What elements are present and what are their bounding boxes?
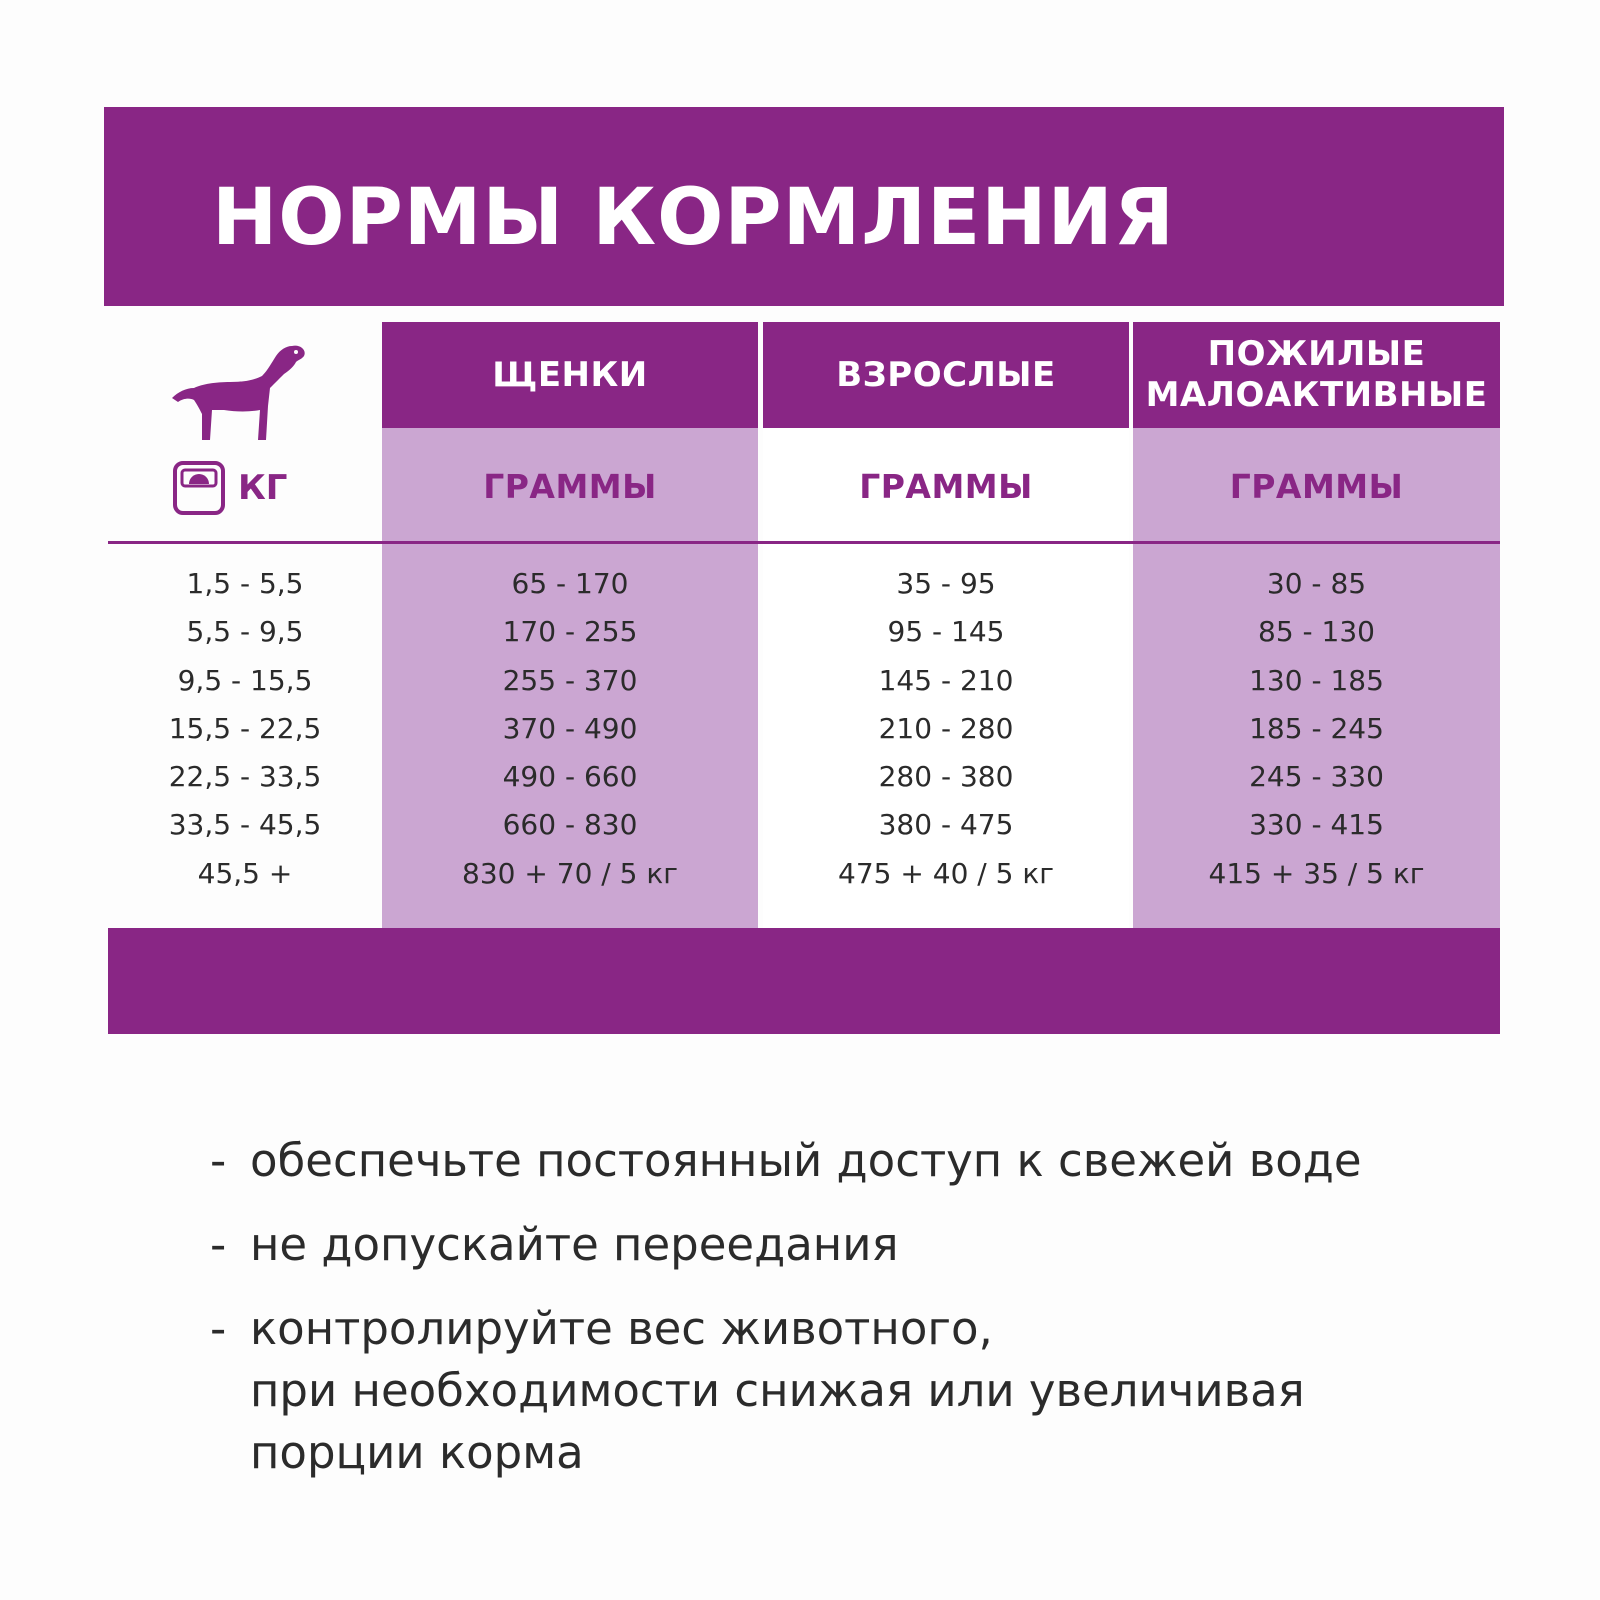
table-cell: 330 - 415 — [1249, 808, 1384, 842]
table-cell: 475 + 40 / 5 кг — [838, 856, 1054, 890]
table-cell: 490 - 660 — [502, 760, 638, 794]
table-cell: 145 - 210 — [878, 663, 1014, 697]
note-text-line1: контролируйте вес животного, — [250, 1302, 993, 1355]
table-cell: 280 - 380 — [878, 760, 1014, 794]
seniors-values — [1133, 560, 1500, 898]
dog-icon — [170, 340, 310, 444]
weight-cell: 5,5 - 9,5 — [186, 615, 304, 649]
seniors-column — [1133, 322, 1500, 928]
adults-column — [763, 322, 1129, 928]
weight-cell: 1,5 - 5,5 — [186, 567, 304, 600]
note-item — [210, 1298, 1510, 1484]
table-cell: 380 - 475 — [878, 808, 1014, 842]
weight-cell: 45,5 + — [197, 856, 293, 890]
puppies-header: ЩЕНКИ — [382, 322, 758, 428]
note-dash: - — [210, 1302, 227, 1355]
table-cell: 30 - 85 — [1266, 567, 1367, 600]
table-cell: 660 - 830 — [502, 808, 638, 842]
puppies-unit: ГРАММЫ — [483, 466, 657, 506]
table-cell: 65 - 170 — [511, 567, 629, 600]
table-cell: 415 + 35 / 5 кг — [1208, 856, 1425, 890]
adults-unit: ГРАММЫ — [859, 466, 1033, 506]
note-text-line3: порции корма — [250, 1426, 584, 1479]
table-cell: 245 - 330 — [1249, 760, 1384, 794]
seniors-unit: ГРАММЫ — [1229, 466, 1404, 506]
note-text-line2: при необходимости снижая или увеличивая — [250, 1364, 1305, 1417]
weight-cell: 33,5 - 45,5 — [168, 808, 322, 842]
weight-cell: 15,5 - 22,5 — [168, 711, 322, 745]
weight-values — [108, 560, 382, 898]
header-divider — [108, 541, 1500, 544]
table-cell: 170 - 255 — [502, 615, 638, 649]
weight-cell: 22,5 - 33,5 — [168, 760, 322, 794]
seniors-header-line1: ПОЖИЛЫЕ — [1207, 334, 1426, 375]
note-item — [210, 1130, 1510, 1192]
weight-column — [108, 322, 382, 928]
note-dash: - — [210, 1218, 227, 1271]
note-text: не допускайте переедания — [250, 1218, 899, 1271]
table-cell: 95 - 145 — [887, 615, 1005, 649]
kg-label: КГ — [238, 468, 288, 508]
table-cell: 130 - 185 — [1249, 663, 1384, 697]
table-cell: 370 - 490 — [502, 711, 638, 745]
title-banner — [104, 107, 1504, 306]
table-cell: 185 - 245 — [1249, 711, 1384, 745]
puppies-column — [382, 322, 758, 928]
note-text: обеспечьте постоянный доступ к свежей воде — [250, 1134, 1362, 1187]
adults-header: ВЗРОСЛЫЕ — [763, 322, 1129, 428]
seniors-header-line2: МАЛОАКТИВНЫЕ — [1145, 375, 1488, 415]
table-cell: 210 - 280 — [878, 711, 1014, 745]
table-cell: 830 + 70 / 5 кг — [462, 856, 678, 890]
page-title: НОРМЫ КОРМЛЕНИЯ — [212, 173, 1175, 263]
table-cell: 85 - 130 — [1258, 615, 1375, 649]
puppies-values — [382, 560, 758, 898]
table-cell: 35 - 95 — [896, 567, 996, 600]
scale-icon — [172, 460, 226, 516]
note-item — [210, 1214, 1510, 1276]
feeding-table — [108, 322, 1500, 1034]
adults-values — [763, 560, 1129, 898]
table-cell: 255 - 370 — [502, 663, 638, 697]
weight-cell: 9,5 - 15,5 — [177, 663, 313, 697]
note-dash: - — [210, 1134, 227, 1187]
seniors-header — [1133, 322, 1500, 428]
bottom-banner — [108, 928, 1500, 1034]
feeding-notes — [210, 1130, 1510, 1506]
